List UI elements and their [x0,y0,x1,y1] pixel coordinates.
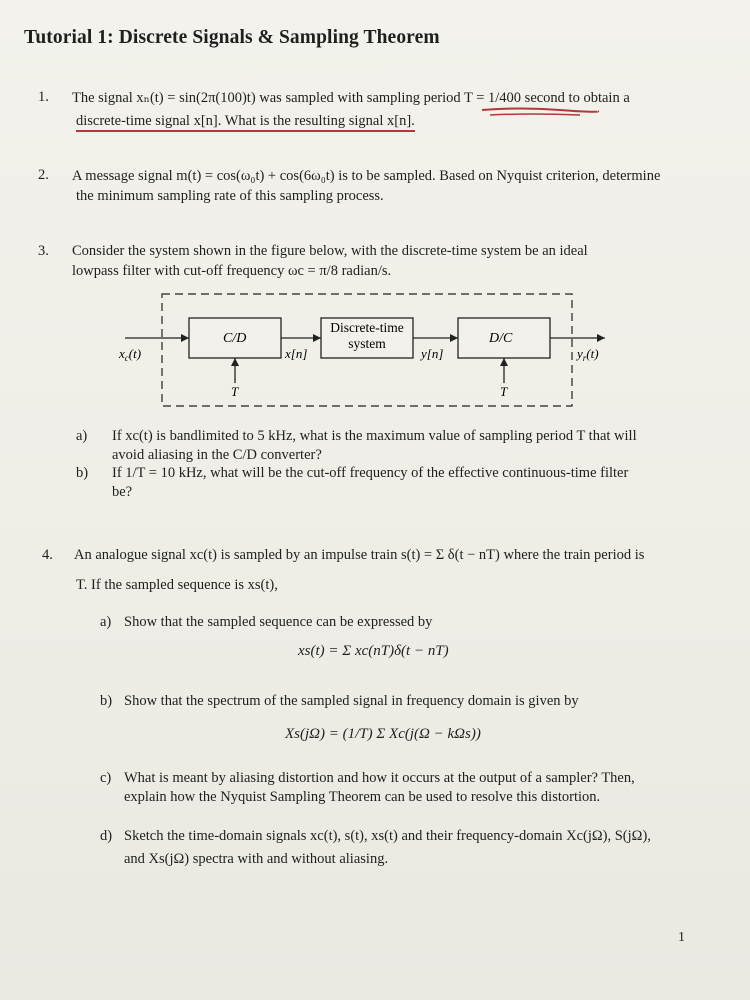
q4b-text: Show that the spectrum of the sampled signal in frequency domain is given by [124,693,579,709]
q1-number: 1. [38,89,49,105]
page-title: Tutorial 1: Discrete Signals & Sampling Theorem [24,27,440,48]
q4d-label: d) [100,828,113,844]
t-label-dc: T [500,384,508,399]
arrow-icon [313,334,321,342]
q3-number: 3. [38,243,49,259]
arrow-icon [181,334,189,342]
q4-number: 4. [42,547,53,563]
q4d-line2: and Xs(jΩ) spectra with and without aliasing. [124,851,389,867]
arrow-icon [450,334,458,342]
t-label-cd: T [231,384,239,399]
q4c-label: c) [100,770,112,786]
q4c-line1: What is meant by aliasing distortion and how it occurs at the output of a sampler? Then, [124,770,635,786]
pen-underline-mark [480,104,600,118]
xn-label: x[n] [285,346,308,361]
arrow-icon [597,334,605,342]
q4b-label: b) [100,693,113,709]
q3-line2: lowpass filter with cut-off frequency ωc = π/8 radian/s. [72,263,392,279]
q1-text [72,88,712,109]
q3b-line1: If 1/T = 10 kHz, what will be the cut-off frequency of the effective continuous-time filter [112,465,629,481]
q3b-line2: be? [112,484,133,500]
q4d-line1: Sketch the time-domain signals xc(t), s(t), xs(t) and their frequency-domain Xc(jΩ), S(jΩ), [124,828,651,844]
q4-line2: T. If the sampled sequence is xs(t), [76,577,278,593]
q4a-text: Show that the sampled sequence can be expressed by [124,614,433,630]
q3a-label: a) [76,428,88,444]
cd-label: C/D [223,331,247,346]
equation-1: xs(t) = Σ xc(nT)δ(t − nT) [298,643,449,659]
q3a-line2: avoid aliasing in the C/D converter? [112,447,322,463]
page-number: 1 [678,930,685,945]
dc-label: D/C [489,331,513,346]
xc-label: $x_c(t)$ [119,346,142,363]
equation-2: Xs(jΩ) = (1/T) Σ Xc(j(Ω − kΩs)) [285,726,481,742]
q2-line1: A message signal m(t) = cos(ω₀t) + cos(6ω₀t) is to be sampled. Based on Nyquist criterion, determine [72,168,661,184]
q3-line1: Consider the system shown in the figure below, with the discrete-time system be an ideal [72,243,588,259]
q2-line2: the minimum sampling rate of this sampling process. [76,188,384,204]
dt-label-2: system [348,336,386,351]
q4-line1: An analogue signal xc(t) is sampled by an impulse train s(t) = Σ δ(t − nT) where the train period is [74,547,645,563]
arrow-up-icon [231,358,239,366]
yr-label: $y_r(t)$ [577,346,599,363]
q1-line2: discrete-time signal x[n]. What is the resulting signal x[n]. [76,113,415,132]
q4c-line2: explain how the Nyquist Sampling Theorem can be used to resolve this distortion. [124,789,601,805]
q4a-label: a) [100,614,112,630]
system-block-diagram [105,288,625,413]
q1-line1: The signal xₙ(t) = sin(2π(100)t) was sampled with sampling period T = 1/400 second to obtain a [72,90,630,106]
yn-label: y[n] [421,346,444,361]
q3a-line1: If xc(t) is bandlimited to 5 kHz, what is the maximum value of sampling period T that will [112,428,637,444]
arrow-up-icon [500,358,508,366]
q2-number: 2. [38,167,49,183]
dt-label-1: Discrete-time [330,320,404,335]
q3b-label: b) [76,465,89,481]
